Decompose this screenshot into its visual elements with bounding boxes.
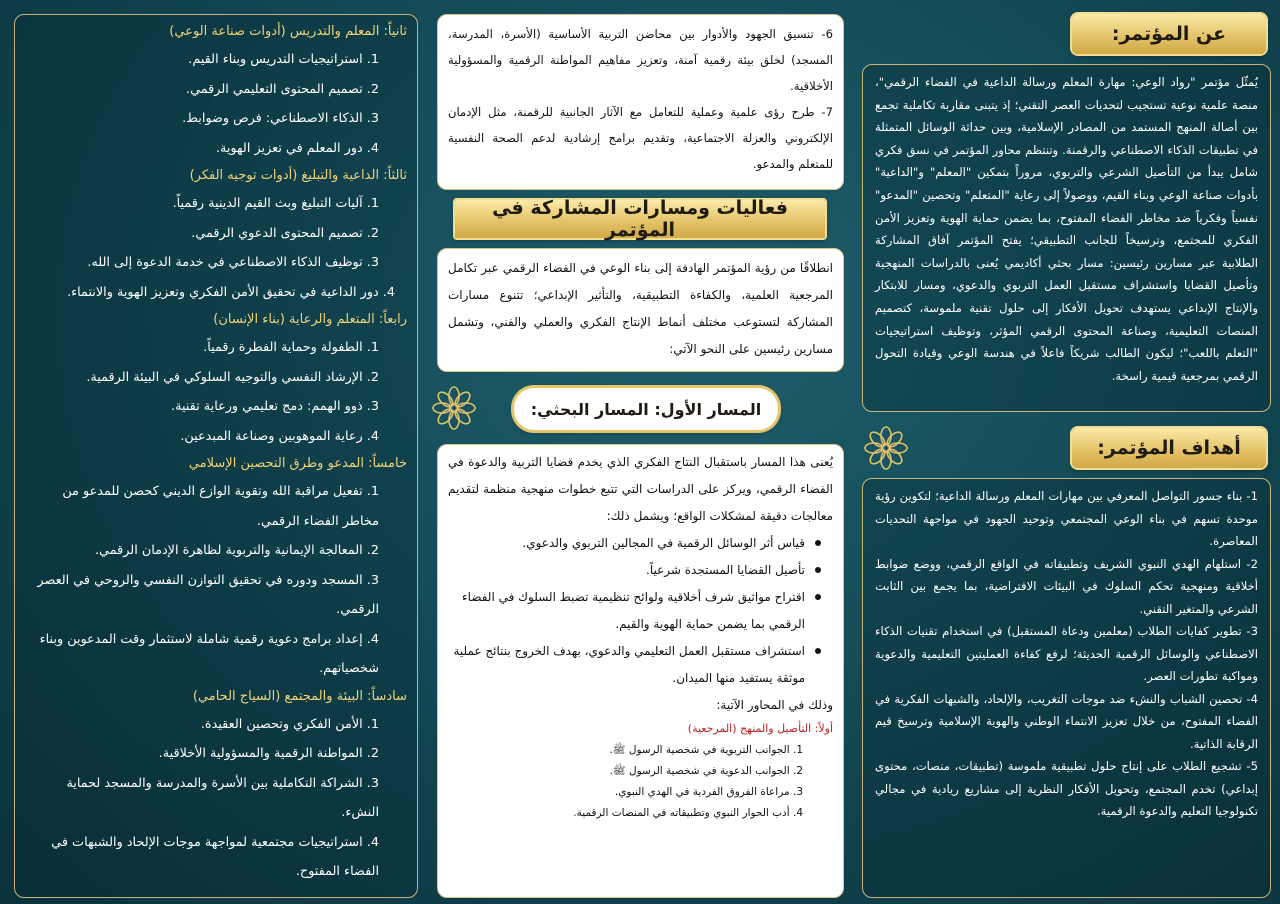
section-list [25, 710, 407, 887]
flower-ornament-icon [432, 386, 476, 430]
list-item: 3. الشراكة التكاملية بين الأسرة والمدرسة والمسجد لحماية النشء. [66, 775, 379, 820]
section [25, 19, 407, 163]
track-title-banner [514, 388, 778, 430]
track-intro: يُعنى هذا المسار باستقبال النتاج الفكري الذي يخدم قضايا التربية والدعوة في الفضاء الرقمي، ويركز على الدراسات التي تتبع خطوات منهجية منظمة لتقديم معالجات دقيقة لمشكلات الواقع؛ ويشمل ذلك: [448, 455, 833, 523]
section-title: سادساً: البيئة والمجتمع (السياج الحامي) [192, 688, 407, 704]
about-text: يُمثّل مؤتمر "رواد الوعي: مهارة المعلم ورسالة الداعية في الفضاء الرقمي"، منصة علمية نوعية تستجيب لتحديات العصر التقني؛ إذ يتبنى مقاربة تكاملية تجمع بين أصالة المنهج المستمد من المصادر الإسلامية، وبين حداثة الوسائل المتمثلة في تطبيقات الذكاء الاصطناعي والرقمنة. وتنتظم محاور المؤتمر في نسق فكري شامل يبدأ من التأصيل الشرعي والتربوي، مروراً بتمكين "المعلم" و"الداعية" بأدوات صناعة الوعي وبناء القيم، ووصولاً إلى رعاية "المتعلم" وتحصين "المدعو" نفسياً وفكرياً ضد مخاطر الفضاء المفتوح، بما يضمن حماية الهوية وتعزيز الأمن الفكري للمجتمع، وترسيخاً للجانب التطبيقي؛ يفتح المؤتمر آفاق المشاركة الطلابية عبر مسارين رئيسين: مسار بحثي أكاديمي يُعنى بالدراسات المنهجية وتأصيل القضايا واستشراف مستقبل العمل التربوي والدعوي، ومسار للابتكار والإنتاج الإبداعي يستهدف تحويل الأفكار إلى حلول تقنية ملموسة، كتصميم المنصات التعليمية، وصناعة المحتوى الرقمي المؤثر، وتوظيف استراتيجيات "التعلم باللعب"؛ ليكون الطالب شريكاً فاعلاً في هندسة الوعي وقيادة التحول الرقمي بمرجعية قيمية راسخة. [875, 75, 1258, 383]
goals-title: أهداف المؤتمر: [1097, 437, 1241, 459]
track-bullet: قياس أثر الوسائل الرقمية في المجالين التربوي والدعوي. [448, 530, 833, 557]
list-item: 1. تفعيل مراقبة الله وتقوية الوازع الديني كحصن للمدعو من مخاطر الفضاء الرقمي. [62, 484, 379, 529]
list-item: 2. المعالجة الإيمانية والتربوية لظاهرة الإدمان الرقمي. [94, 543, 379, 558]
goals-title-banner [1072, 428, 1266, 468]
section [25, 163, 407, 307]
list-item: 3. المسجد ودوره في تحقيق التوازن النفسي والروحي في العصر الرقمي. [37, 572, 379, 617]
section-list [25, 333, 407, 451]
goal-item: 1- بناء جسور التواصل المعرفي بين مهارات المعلم ورسالة الداعية؛ لتكوين رؤية موحدة تسهم في بناء الوعي المجتمعي وتوحيد الجهود في مواجهة التحديات المعاصرة. [875, 489, 1258, 548]
list-item: 1. استراتيجيات التدريس وبناء القيم. [188, 52, 379, 67]
flower-ornament-icon [864, 426, 908, 470]
about-panel [862, 64, 1271, 412]
list-item: 2. تصميم المحتوى الدعوي الرقمي. [191, 225, 379, 241]
axis-items [448, 740, 833, 824]
axis-item: 3. مراعاة الفروق الفردية في الهدي النبوي. [614, 786, 803, 798]
activities-panel [437, 248, 844, 372]
section-list [25, 45, 407, 163]
list-item: 4. إعداد برامج دعوية رقمية شاملة لاستثمار وقت المدعوين وبناء شخصياتهم. [39, 631, 379, 676]
section [25, 307, 407, 451]
list-item: 3. توظيف الذكاء الاصطناعي في خدمة الدعوة إلى الله. [87, 255, 379, 270]
track-bullet: استشراف مستقبل العمل التعليمي والدعوي، بهدف الخروج بنتائج عملية موثقة يستفيد منها الميدان. [448, 638, 833, 692]
activities-title: فعاليات ومسارات المشاركة في المؤتمر [492, 197, 788, 241]
section-title: ثالثاً: الداعية والتبليغ (أدوات توجيه الفكر) [189, 168, 407, 183]
track-title: المسار الأول: المسار البحثي: [530, 399, 762, 419]
about-title-banner [1072, 14, 1266, 54]
section [25, 451, 407, 684]
track-bullet: اقتراح مواثيق شرف أخلاقية ولوائح تنظيمية تضبط السلوك في الفضاء الرقمي بما يضمن حماية الهوية والقيم. [448, 584, 833, 638]
section-list [25, 477, 407, 684]
list-item: 2. الإرشاد النفسي والتوجيه السلوكي في البيئة الرقمية. [86, 369, 379, 385]
section [25, 684, 407, 887]
axis-item: 2. الجوانب الدعوية في شخصية الرسول ﷺ. [609, 765, 803, 777]
activities-title-banner [455, 197, 825, 241]
middle-item: 7- طرح رؤى علمية وعملية للتعامل مع الآثار الجانبية للرقمنة، مثل الإدمان الإلكتروني والعزلة الاجتماعية، وتقديم برامج إرشادية لدعم الصحة النفسية للمتعلم والمدعو. [448, 105, 833, 171]
list-item: 4. استراتيجيات مجتمعية لمواجهة موجات الإلحاد والشبهات في الفضاء المفتوح. [51, 834, 379, 879]
left-panel [14, 14, 418, 898]
list-item: 3. ذوو الهمم: دمج تعليمي ورعاية تقنية. [171, 399, 379, 414]
section-title: ثانياً: المعلم والتدريس (أدوات صناعة الوعي) [169, 24, 407, 39]
goals-panel [862, 478, 1271, 898]
track-bullet: تأصيل القضايا المستجدة شرعياً. [448, 557, 833, 584]
track-bullets [448, 530, 833, 692]
axis-title: أولاً: التأصيل والمنهج (المرجعية) [687, 722, 833, 735]
activities-text: انطلاقًا من رؤية المؤتمر الهادفة إلى بناء الوعي في الفضاء الرقمي عبر تكامل المرجعية العلمية، والكفاءة التطبيقية، والتأثير الإبداعي؛ تتنوع مسارات المشاركة لتستوعب مختلف أنماط الإنتاج الفكري والعملي والفني، وتشمل مسارين رئيسين على النحو الآتي: [448, 261, 833, 356]
list-item: 4. دور المعلم في تعزيز الهوية. [215, 140, 379, 156]
middle-top-panel [437, 14, 844, 190]
axis-item: 1. الجوانب التربوية في شخصية الرسول ﷺ. [609, 744, 803, 756]
axes-intro: وذلك في المحاور الآتية: [716, 698, 833, 712]
section-title: رابعاً: المتعلم والرعاية (بناء الإنسان) [213, 312, 407, 327]
list-item: 1. الأمن الفكري وتحصين العقيدة. [200, 716, 379, 732]
goal-item: 4- تحصين الشباب والنشء ضد موجات التغريب، والإلحاد، والشبهات الفكرية في الفضاء المفتوح، من خلال تعزيز الانتماء الوطني والهوية الإسلامية وترسيخ قيم الرقابة الذاتية. [875, 691, 1258, 751]
track-panel [437, 444, 844, 898]
goal-item: 2- استلهام الهدي النبوي الشريف وتطبيقاته في الواقع الرقمي، ووضع ضوابط أخلاقية ومنهجية تحكم السلوك في البيئات الافتراضية، بما يجمع بين الثابت الشرعي والمتغير التقني. [875, 556, 1258, 616]
axis-item: 4. أدب الحوار النبوي وتطبيقاته في المنصات الرقمية. [573, 807, 803, 819]
list-item: 3. الذكاء الاصطناعي: فرص وضوابط. [182, 111, 379, 126]
list-item: 4. دور الداعية في تحقيق الأمن الفكري وتعزيز الهوية والانتماء. [67, 284, 395, 300]
list-item: 4. رعاية الموهوبين وصناعة المبدعين. [180, 428, 379, 444]
about-title: عن المؤتمر: [1111, 23, 1227, 45]
section-list [25, 189, 407, 307]
list-item: 1. آليات التبليغ وبث القيم الدينية رقمياً. [172, 196, 379, 211]
list-item: 2. المواطنة الرقمية والمسؤولية الأخلاقية. [158, 746, 379, 761]
middle-item: 6- تنسيق الجهود والأدوار بين محاضن التربية الأساسية (الأسرة، المدرسة، المسجد) لخلق بيئة رقمية آمنة، وتعزيز مفاهيم المواطنة الرقمية والمسؤولية الأخلاقية. [448, 27, 833, 93]
list-item: 1. الطفولة وحماية الفطرة رقمياً. [203, 340, 379, 355]
section-title: خامساً: المدعو وطرق التحصين الإسلامي [188, 456, 407, 471]
list-item: 2. تصميم المحتوى التعليمي الرقمي. [186, 81, 379, 97]
goal-item: 3- تطوير كفايات الطلاب (معلمين ودعاة المستقبل) في استخدام تقنيات الذكاء الاصطناعي والوسائل الرقمية الحديثة؛ لرفع كفاءة العمليتين التعليمية والدعوية ومواكبة تطورات العصر. [875, 624, 1258, 683]
goal-item: 5- تشجيع الطلاب على إنتاج حلول تطبيقية ملموسة (تطبيقات، منصات، محتوى إبداعي) تخدم المجتمع، وتحويل الأفكار النظرية إلى مشاريع ريادية في مجالي تكنولوجيا التعليم والدعوة الرقمية. [875, 759, 1258, 818]
